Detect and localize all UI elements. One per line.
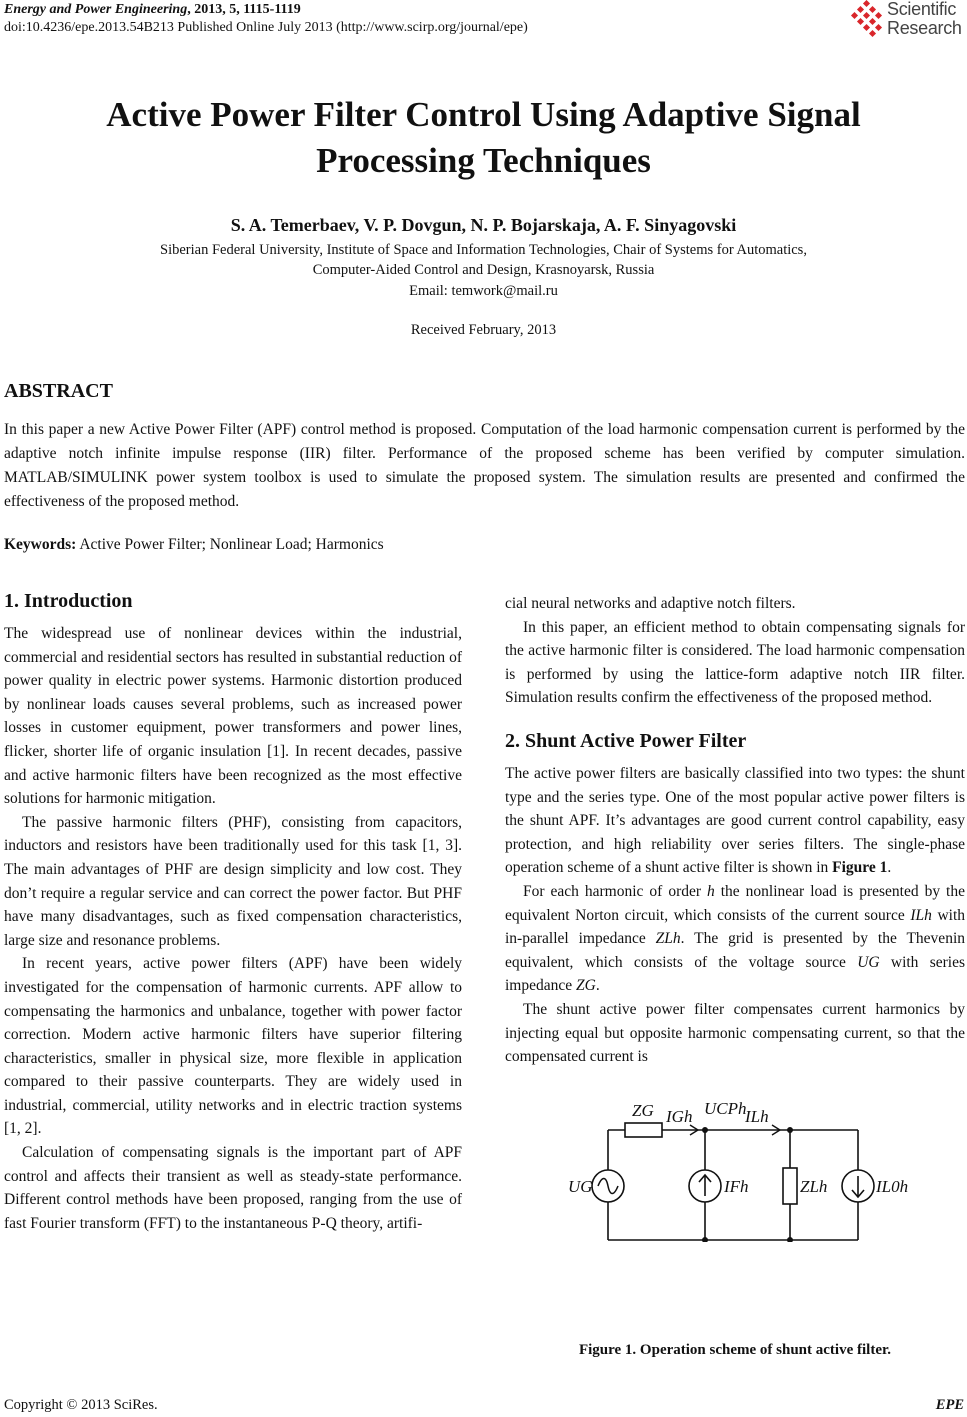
section-heading-introduction: 1. Introduction bbox=[4, 590, 133, 612]
publisher-logo bbox=[850, 0, 967, 44]
math-ZLh: ZLh bbox=[655, 930, 681, 948]
circuit-diagram bbox=[560, 1090, 912, 1242]
junction-dot bbox=[787, 1127, 793, 1133]
figure-caption: Figure 1. Operation scheme of shunt active filter. bbox=[578, 1342, 892, 1358]
paragraph-text: The active power filters are basically classified into two types: the shunt type and the series type. One of the most popular active power filters is the shunt APF. It’s advantages are good current control capability, easy protection, and high reliability over series filters. The single-phase operation scheme of a shunt active filter is shown in bbox=[505, 764, 965, 877]
logo-wordmark bbox=[887, 0, 962, 38]
paragraph bbox=[505, 880, 965, 998]
label-zg: ZG bbox=[632, 1101, 654, 1120]
email: Email: temwork@mail.ru bbox=[409, 283, 558, 299]
paragraph: The widespread use of nonlinear devices within the industrial, commercial and residential sectors has resulted in substantial reduction of power quality in electric power systems. Harmonic distortion produced by nonlinear loads causes several problems, such as increased power losses in customer equipment, power transformers and power lines, flicker, shorter life of organic insulation [1]. In recent decades, passive and active harmonic filters have been recognized as the most effective solutions for harmonic mitigation. bbox=[4, 625, 462, 808]
title-line-2: Processing Techniques bbox=[316, 141, 651, 180]
label-ug: UG bbox=[568, 1177, 593, 1196]
keywords-label: Keywords: bbox=[4, 536, 77, 553]
paragraph-text: with series impedance bbox=[505, 953, 965, 995]
right-column bbox=[505, 592, 965, 1069]
figure-reference[interactable]: Figure 1 bbox=[832, 859, 888, 877]
junction-dot bbox=[702, 1237, 708, 1242]
paragraph: In this paper, an efficient method to obtain compensating signals for the active harmonic filter is considered. The load harmonic compensation is performed by using the lattice-form adaptive notch IIR filter. Simulation results confirm the effectiveness of the proposed method. bbox=[505, 618, 965, 707]
math-ILh: ILh bbox=[910, 906, 932, 924]
paragraph-text: . bbox=[595, 977, 600, 995]
logo-line-1: Scientific bbox=[887, 0, 957, 19]
junction-dot bbox=[787, 1237, 793, 1242]
logo-line-2: Research bbox=[887, 18, 962, 38]
affiliation bbox=[0, 240, 967, 280]
paragraph-text: . bbox=[887, 859, 892, 877]
zg-resistor bbox=[625, 1123, 662, 1137]
label-il0h: IL0h bbox=[876, 1177, 909, 1196]
math-UG: UG bbox=[857, 953, 880, 971]
label-ucph: UCPh bbox=[704, 1099, 747, 1118]
label-igh: IGh bbox=[666, 1107, 693, 1126]
zlh-resistor bbox=[783, 1168, 797, 1204]
paragraph-text: with in-parallel impedance bbox=[505, 906, 965, 948]
journal-name: Energy and Power Engineering bbox=[4, 2, 188, 17]
affiliation-line-1: Siberian Federal University, Institute of Space and Information Technologies, Chair of Systems for Automatics, bbox=[160, 242, 807, 258]
junction-dot bbox=[702, 1127, 708, 1133]
paragraph: Calculation of compensating signals is the important part of APF control and affects their transient as well as steady-state performance. Different control methods have been proposed, ranging from the use of fast Fourier transform (FFT) to the instantaneous P-Q theory, artifi- bbox=[4, 1144, 462, 1232]
paragraph: cial neural networks and adaptive notch filters. bbox=[505, 595, 796, 612]
paragraph: The passive harmonic filters (PHF), consisting from capacitors, inductors and resistors have been traditionally used for this task [1, 3]. The main advantages of PHF are design simplicity and low cost. They don’t require a regular service and can correct the power factor. But PHF have many disadvantages, such as fixed compensation characteristics, large size and resonance problems. bbox=[4, 813, 462, 949]
doi-line: doi:10.4236/epe.2013.54B213 Published Online July 2013 (http://www.scirp.org/journal/epe) bbox=[4, 20, 528, 35]
abstract-text: In this paper a new Active Power Filter (APF) control method is proposed. Computation of the load harmonic compensation current is performed by the adaptive notch infinite impulse response (IIR) filter. Performance of the proposed scheme has been verified by computer simulation. MATLAB/SIMULINK power system toolbox is used to simulate the proposed system. The simulation results are presented and confirmed the effectiveness of the proposed method. bbox=[4, 421, 965, 510]
left-column bbox=[4, 588, 462, 1235]
authors: S. A. Temerbaev, V. P. Dovgun, N. P. Bojarskaja, A. F. Sinyagovski bbox=[230, 215, 737, 235]
affiliation-line-2: Computer-Aided Control and Design, Krasnoyarsk, Russia bbox=[312, 262, 655, 278]
paragraph bbox=[505, 762, 965, 880]
math-ZG: ZG bbox=[576, 977, 596, 995]
title-line-1: Active Power Filter Control Using Adaptive Signal bbox=[106, 95, 861, 134]
journal-volume: , 2013, 5, 1115-1119 bbox=[187, 2, 301, 17]
paragraph: In recent years, active power filters (APF) have been widely investigated for the compensation of harmonic currents. APF allow to compensating the harmonics and unbalance, together with power factor correction. Modern active harmonic filters have superior filtering characteristics, smaller in physical size, more flexible in application compared to their passive counterparts. They are widely used in industrial, commercial, utility networks and in electric traction systems [1, 2]. bbox=[4, 955, 462, 1138]
paragraph-text: the nonlinear load is presented by the equivalent Norton circuit, which consists of the current source bbox=[505, 882, 965, 924]
received-date: Received February, 2013 bbox=[410, 322, 557, 338]
paper-title bbox=[0, 92, 967, 184]
label-zlh: ZLh bbox=[800, 1177, 828, 1196]
paragraph-text: . The grid is presented by the Thevenin equivalent, which consists of the voltage source bbox=[505, 930, 965, 971]
paragraph-text: For each harmonic of order bbox=[523, 882, 708, 900]
paragraph: The shunt active power filter compensates current harmonics by injecting equal but opposite harmonic compensating current, so that the compensated current is bbox=[505, 1000, 965, 1066]
copyright: Copyright © 2013 SciRes. bbox=[4, 1397, 158, 1413]
journal-citation bbox=[4, 2, 301, 18]
keywords-text: Active Power Filter; Nonlinear Load; Harmonics bbox=[76, 536, 384, 553]
math-h: h bbox=[707, 882, 715, 900]
keywords bbox=[4, 533, 384, 557]
logo-icon bbox=[850, 0, 886, 40]
label-ifh: IFh bbox=[724, 1177, 749, 1196]
journal-abbrev: EPE bbox=[935, 1397, 964, 1413]
label-ilh: ILh bbox=[745, 1107, 769, 1126]
abstract-heading: ABSTRACT bbox=[4, 380, 113, 402]
section-heading-shunt-apf: 2. Shunt Active Power Filter bbox=[505, 729, 747, 752]
